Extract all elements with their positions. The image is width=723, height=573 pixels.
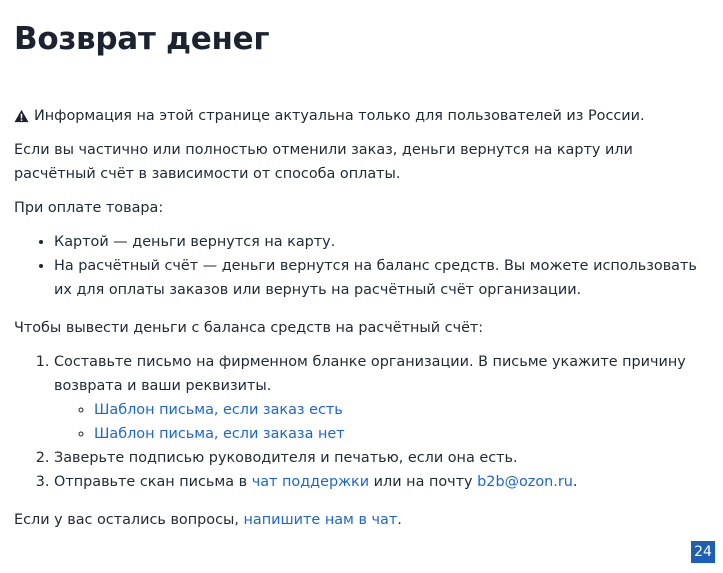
page-title: Возврат денег [14,21,270,57]
withdraw-heading: Чтобы вывести деньги с баланса средств на расчётный счёт: [14,320,484,336]
list-item [94,422,714,446]
warning-text: Информация на этой странице актуальна только для пользователей из России. [34,108,645,124]
questions-text: Если у вас остались вопросы, [14,512,244,528]
article-body [14,104,714,542]
list-item: • Картой — деньги вернутся на карту. [54,230,714,254]
warning-triangle-icon [14,109,29,123]
step-item [54,350,714,446]
step-text: Отправьте скан письма в [54,474,252,490]
template-links-list [54,398,714,446]
template-link-no-order[interactable]: Шаблон письма, если заказа нет [94,426,345,442]
template-link-order-exists[interactable]: Шаблон письма, если заказ есть [94,402,343,418]
email-link[interactable]: b2b@ozon.ru [477,474,573,490]
step-text: . [572,474,578,490]
payment-list [14,230,714,302]
page-number: 24 [694,544,712,560]
list-item: • На расчётный счёт — деньги вернутся на баланс средств. Вы можете использовать их для оплаты заказов или вернуть на расчётный счёт организации. [54,254,714,302]
step-text: Составьте письмо на фирменном бланке организации. В письме укажите причину возврата и ваши реквизиты. [54,354,686,394]
step-item [54,446,714,470]
steps-list [14,350,714,494]
warning-notice [14,104,714,128]
write-chat-link[interactable]: напишите нам в чат [243,512,398,528]
questions-text: . [397,512,402,528]
step-text: Заверьте подписью руководителя и печатью, если она есть. [54,450,518,466]
page-number-badge [691,541,715,565]
step-item [54,470,714,494]
intro-paragraph: Если вы частично или полностью отменили заказ, деньги вернутся на карту или расчётный счёт в зависимости от способа оплаты. [14,142,633,182]
step-text: или на почту [369,474,478,490]
payment-heading: При оплате товара: [14,200,164,216]
questions-paragraph [14,508,714,532]
list-item [94,398,714,422]
support-chat-link[interactable]: чат поддержки [251,474,370,490]
